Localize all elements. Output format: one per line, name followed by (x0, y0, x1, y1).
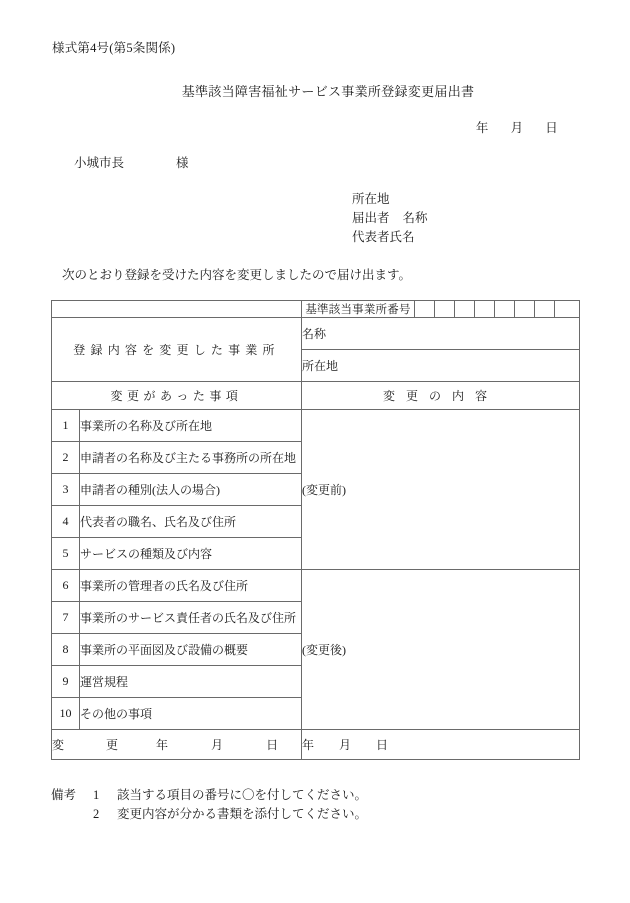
change-before-cell[interactable] (302, 410, 580, 570)
change-date-day-label: 日 (376, 738, 389, 752)
business-number-box-5[interactable] (495, 301, 515, 318)
lead-sentence: 次のとおり登録を受けた内容を変更しましたので届け出ます。 (62, 268, 412, 282)
document-title: 基準該当障害福祉サービス事業所登録変更届出書 (181, 84, 475, 99)
row-item-8[interactable]: 事業所の平面図及び設備の概要 (80, 634, 302, 666)
row-item-6[interactable]: 事業所の管理者の氏名及び住所 (80, 570, 302, 602)
row-number-1: 1 (52, 410, 80, 442)
business-number-box-8[interactable] (555, 301, 580, 318)
change-month-label: 月 (211, 738, 224, 752)
form-number: 様式第4号(第5条関係) (52, 41, 176, 55)
submitter-representative-label: 代表者氏名 (352, 230, 415, 244)
date-year-label: 年 (475, 121, 489, 135)
spacer-cell (52, 301, 302, 318)
submitter-representative-row (352, 228, 428, 247)
submission-date-line (476, 118, 558, 136)
row-item-2[interactable]: 申請者の名称及び主たる事務所の所在地 (80, 442, 302, 474)
establishment-address-label: 所在地 (302, 359, 339, 373)
addressee (74, 153, 189, 171)
column-head-changed-items: 変更があった事項 (52, 382, 302, 410)
submitter-address-row (352, 190, 428, 209)
business-number-box-4[interactable] (475, 301, 495, 318)
establishment-name-cell[interactable] (302, 318, 580, 350)
main-form-table-wrapper (51, 300, 579, 760)
table-row (52, 570, 580, 602)
submitter-name-label: 名称 (402, 211, 428, 225)
submitter-block (352, 190, 428, 247)
remarks-item-2 (51, 805, 367, 824)
row-item-3[interactable]: 申請者の種別(法人の場合) (80, 474, 302, 506)
row-item-5[interactable]: サービスの種類及び内容 (80, 538, 302, 570)
change-date-month-label: 月 (339, 738, 352, 752)
row-number-8: 8 (52, 634, 80, 666)
row-number-10: 10 (52, 698, 80, 730)
change-date-right-cell[interactable] (302, 730, 580, 760)
addressee-honorific: 様 (176, 156, 189, 170)
change-date-year-label: 年 (302, 738, 315, 752)
column-heading-row (52, 382, 580, 410)
change-after-label: (変更後) (302, 643, 346, 657)
remarks-text-2: 変更内容が分かる書類を添付してください。 (117, 807, 368, 821)
change-before-label: (変更前) (302, 483, 346, 497)
date-month-label: 月 (510, 121, 524, 135)
remarks-block (51, 786, 367, 824)
row-number-7: 7 (52, 602, 80, 634)
change-label-1: 変 (52, 738, 65, 752)
business-number-box-1[interactable] (415, 301, 435, 318)
remarks-label: 備考 (51, 788, 77, 802)
row-number-6: 6 (52, 570, 80, 602)
row-item-4[interactable]: 代表者の職名、氏名及び住所 (80, 506, 302, 538)
business-number-box-7[interactable] (535, 301, 555, 318)
main-form-table (51, 300, 580, 760)
remarks-number-1: 1 (93, 788, 100, 802)
business-number-label: 基準該当事業所番号 (302, 301, 415, 318)
row-number-2: 2 (52, 442, 80, 474)
column-head-change-details: 変更の内容 (302, 382, 580, 410)
remarks-text-1: 該当する項目の番号に〇を付してください。 (117, 788, 368, 802)
row-number-9: 9 (52, 666, 80, 698)
business-number-box-3[interactable] (455, 301, 475, 318)
change-year-label: 年 (156, 738, 169, 752)
submitter-address-label: 所在地 (352, 192, 390, 206)
row-number-5: 5 (52, 538, 80, 570)
change-after-cell[interactable] (302, 570, 580, 730)
establishment-name-row (52, 318, 580, 350)
change-date-left-cell[interactable] (52, 730, 302, 760)
remarks-number-2: 2 (93, 807, 100, 821)
date-day-label: 日 (545, 121, 558, 135)
row-item-10[interactable]: その他の事項 (80, 698, 302, 730)
establishment-address-cell[interactable] (302, 350, 580, 382)
addressee-name: 小城市長 (74, 156, 125, 170)
change-date-row (52, 730, 580, 760)
submitter-name-row (352, 209, 428, 228)
row-number-4: 4 (52, 506, 80, 538)
row-item-1[interactable]: 事業所の名称及び所在地 (80, 410, 302, 442)
table-row (52, 410, 580, 442)
change-day-label: 日 (266, 738, 279, 752)
remarks-item-1 (51, 786, 367, 805)
left-heading: 登録内容を変更した事業所 (52, 318, 302, 382)
business-number-row (52, 301, 580, 318)
row-item-7[interactable]: 事業所のサービス責任者の氏名及び住所 (80, 602, 302, 634)
submitter-applicant-label: 届出者 (352, 211, 390, 225)
row-number-3: 3 (52, 474, 80, 506)
business-number-box-6[interactable] (515, 301, 535, 318)
establishment-name-label: 名称 (302, 327, 327, 341)
business-number-box-2[interactable] (435, 301, 455, 318)
row-item-9[interactable]: 運営規程 (80, 666, 302, 698)
change-label-2: 更 (106, 738, 119, 752)
